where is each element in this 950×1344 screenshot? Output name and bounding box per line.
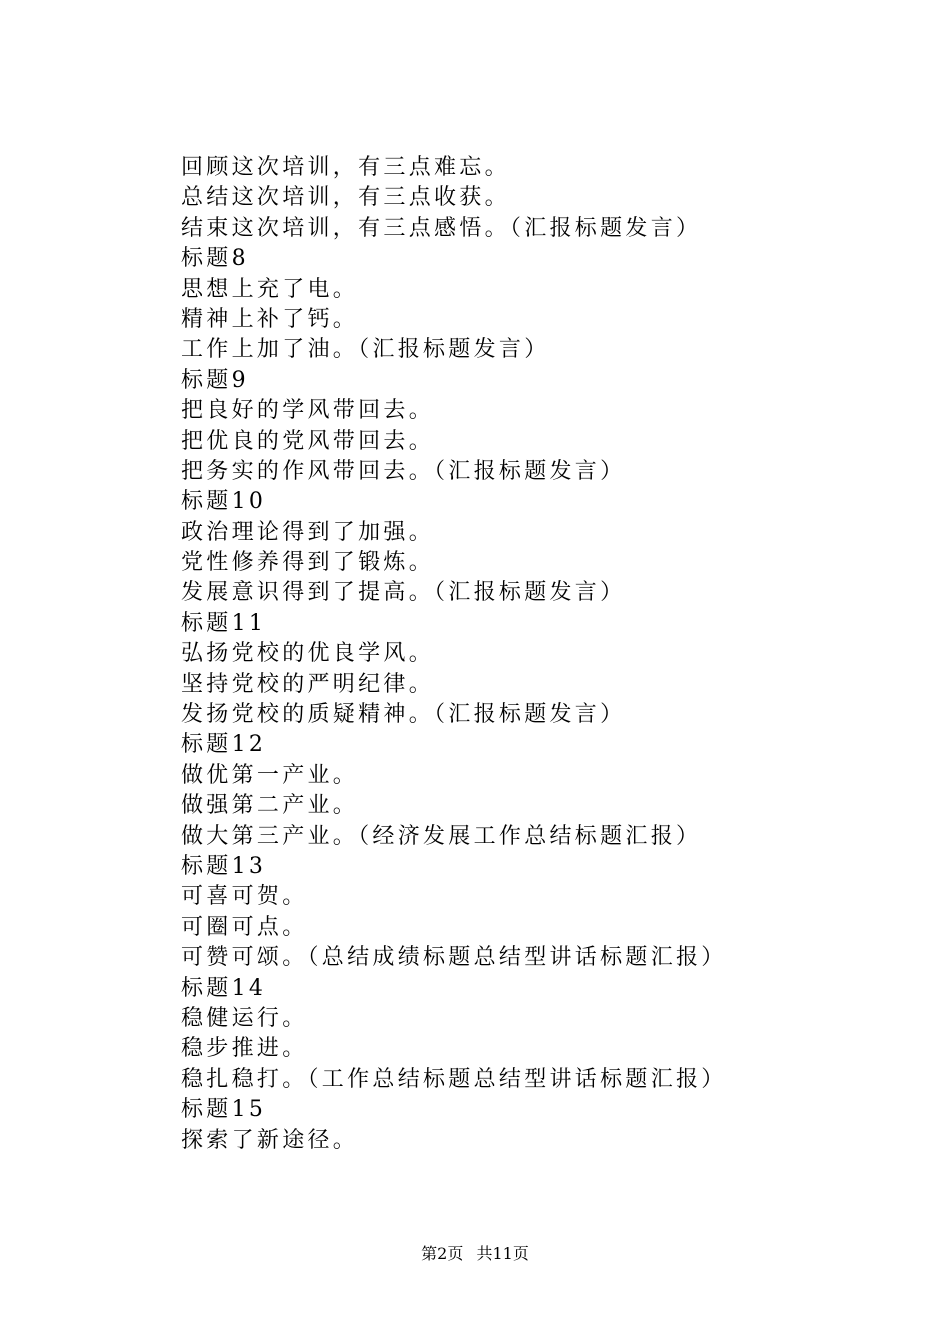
text-line: 发扬党校的质疑精神。（汇报标题发言） — [181, 702, 626, 728]
page-footer — [0, 1242, 950, 1266]
text-line: 做强第二产业。 — [181, 793, 359, 819]
text-line: 做优第一产业。 — [181, 762, 359, 788]
section-heading: 标题9 — [181, 367, 249, 393]
page-total: 共11页 — [476, 1244, 529, 1263]
section-heading: 标题14 — [181, 975, 267, 1001]
text-line: 把良好的学风带回去。 — [181, 398, 435, 424]
text-line: 坚持党校的严明纪律。 — [181, 671, 435, 697]
text-line: 稳步推进。 — [181, 1036, 308, 1062]
section-heading: 标题10 — [181, 489, 267, 515]
text-line: 总结这次培训，有三点收获。 — [181, 185, 510, 211]
text-line: 做大第三产业。（经济发展工作总结标题汇报） — [181, 823, 702, 849]
text-line: 稳健运行。 — [181, 1005, 308, 1031]
text-line: 稳扎稳打。（工作总结标题总结型讲话标题汇报） — [181, 1066, 727, 1092]
text-line: 结束这次培训，有三点感悟。（汇报标题发言） — [181, 215, 702, 241]
section-heading: 标题15 — [181, 1097, 267, 1123]
section-heading: 标题8 — [181, 246, 249, 272]
text-line: 把务实的作风带回去。（汇报标题发言） — [181, 458, 626, 484]
text-line: 可喜可贺。 — [181, 884, 308, 910]
document-body — [181, 153, 881, 1156]
text-line: 可赞可颂。（总结成绩标题总结型讲话标题汇报） — [181, 945, 727, 971]
section-heading: 标题13 — [181, 853, 267, 879]
page-number: 第2页 — [421, 1244, 464, 1263]
text-line: 精神上补了钙。 — [181, 306, 359, 332]
section-heading: 标题11 — [181, 610, 267, 636]
text-line: 把优良的党风带回去。 — [181, 428, 435, 454]
section-heading: 标题12 — [181, 732, 267, 758]
text-line: 党性修养得到了锻炼。 — [181, 550, 435, 576]
text-line: 发展意识得到了提高。（汇报标题发言） — [181, 580, 626, 606]
text-line: 弘扬党校的优良学风。 — [181, 641, 435, 667]
text-line: 工作上加了油。（汇报标题发言） — [181, 337, 550, 363]
text-line: 政治理论得到了加强。 — [181, 519, 435, 545]
text-line: 可圈可点。 — [181, 914, 308, 940]
text-line: 探索了新途径。 — [181, 1127, 359, 1153]
text-line: 思想上充了电。 — [181, 276, 359, 302]
text-line: 回顾这次培训，有三点难忘。 — [181, 155, 510, 180]
